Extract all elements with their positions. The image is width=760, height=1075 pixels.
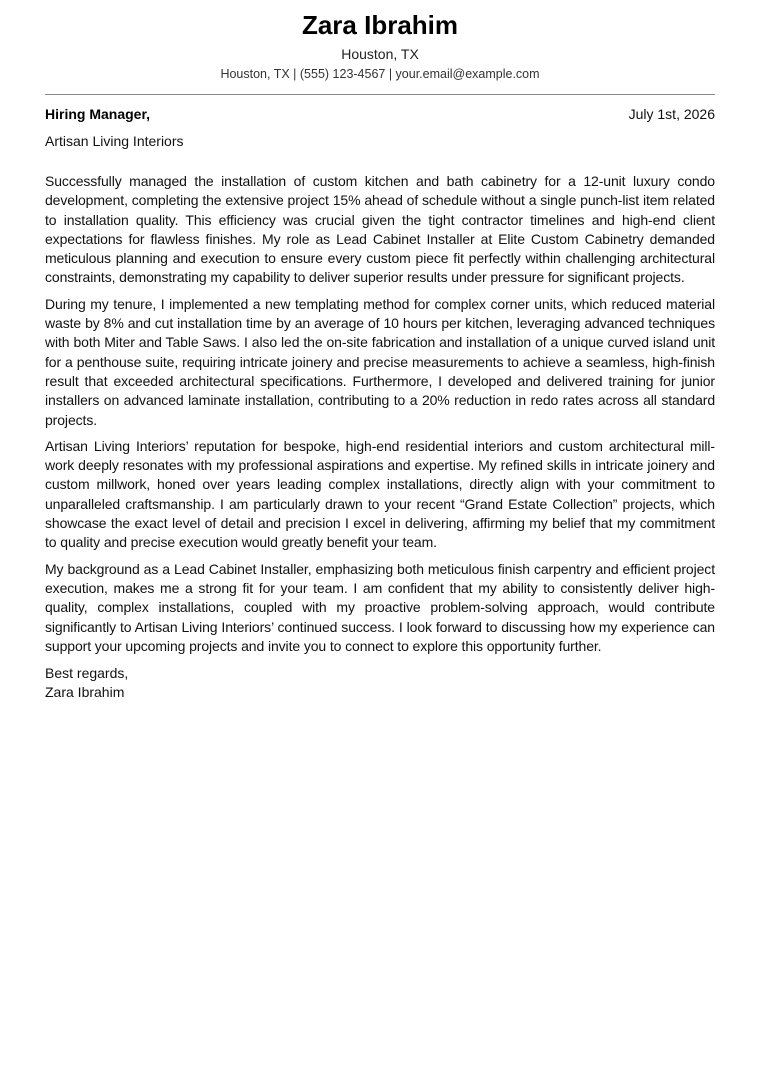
body-paragraph: Artisan Living Interiors’ reputation for bespoke, high-end residential interiors and custom architectural mill-work deeply resonates with my professional aspirations and expertise. My refined skills in intricate joinery and custom millwork, honed over years leading complex installations, directly align with your commitment to unparalleled craftsmanship. I am particularly drawn to your recent “Grand Estate Collection” projects, which showcase the exact level of detail and precision I excel in delivering, affirming my belief that my commitment to quality and precise execution would greatly benefit your team. [45, 437, 715, 551]
body-paragraph: During my tenure, I implemented a new templating method for complex corner units, which reduced material waste by 8% and cut installation time by an average of 10 hours per kitchen, leveraging advanced techniques with both Miter and Table Saws. I also led the on-site fabrication and installation of a unique curved island unit for a penthouse suite, requiring intricate joinery and precise measurements to achieve a seamless, high-finish result that exceeded architectural specifications. Furthermore, I developed and delivered training for junior installers on advanced laminate installation, contributing to a 20% reduction in redo rates across all standard projects. [45, 295, 715, 428]
letter-header [45, 8, 715, 83]
sender-name: Zara Ibrahim [301, 10, 459, 40]
closing-phrase: Best regards, [45, 665, 129, 682]
letter-closing-block [45, 664, 715, 703]
recipient-company: Artisan Living Interiors [45, 133, 184, 149]
letter-body [45, 172, 715, 656]
signature-name: Zara Ibrahim [45, 684, 125, 701]
sender-location: Houston, TX [341, 46, 419, 62]
body-paragraph: Successfully managed the installation of custom kitchen and bath cabinetry for a 12-unit luxury condo development, completing the extensive project 15% ahead of schedule without a single punch-list item related to installation quality. This efficiency was crucial given the tight contractor timelines and high-end client expectations for flawless finishes. My role as Lead Cabinet Installer at Elite Custom Cabinetry demanded meticulous planning and execution to ensure every custom piece fit perfectly within challenging architectural constraints, demonstrating my capability to deliver superior results under pressure for significant projects. [45, 173, 715, 286]
letter-meta-row [45, 104, 715, 124]
recipient-salutation: Hiring Manager, [45, 106, 151, 122]
sender-contact-line: Houston, TX | (555) 123-4567 | your.email@example.com [220, 67, 540, 81]
body-paragraph: My background as a Lead Cabinet Installer, emphasizing both meticulous finish carpentry and efficient project execution, makes me a strong fit for your team. I am confident that my ability to consistently deliver high-quality, complex installations, coupled with my proactive problem-solving approach, would contribute significantly to Artisan Living Interiors’ continued success. I look forward to discussing how my experience can support your upcoming projects and invite you to connect to explore this opportunity further. [45, 560, 715, 654]
header-divider [45, 94, 715, 95]
letter-date: July 1st, 2026 [628, 106, 715, 122]
